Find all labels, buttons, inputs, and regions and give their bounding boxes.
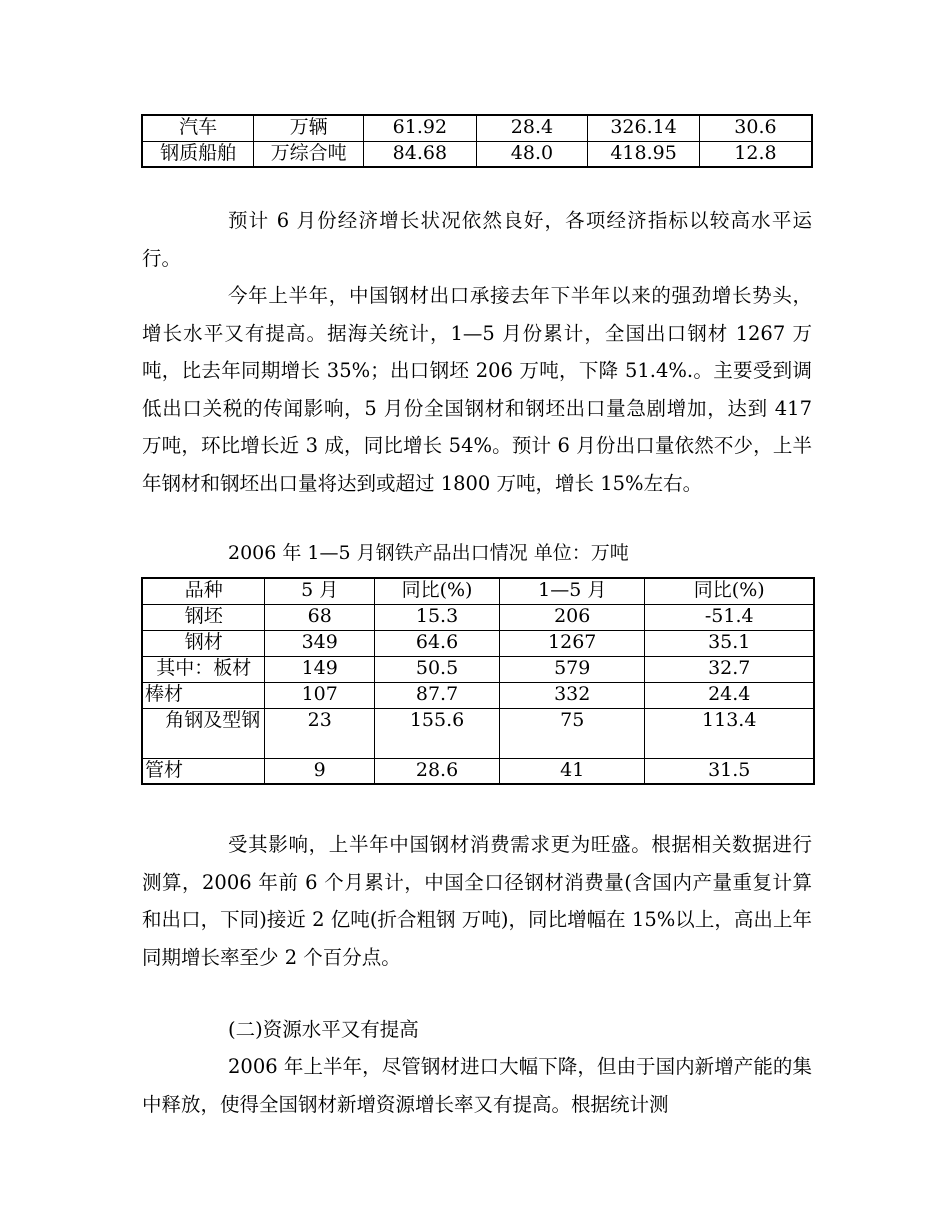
table-cell: 汽车 — [142, 115, 254, 141]
export-table — [141, 577, 815, 785]
table-cell: 155.6 — [375, 708, 500, 758]
table-row — [142, 656, 814, 682]
table-caption: 2006 年 1—5 月钢铁产品出口情况 单位：万吨 — [228, 542, 629, 564]
table-cell: 149 — [265, 656, 375, 682]
table-row — [142, 604, 814, 630]
table-cell: 24.4 — [645, 682, 814, 708]
table-row — [142, 682, 814, 708]
table-cell: 万综合吨 — [254, 141, 364, 167]
table-cell: 332 — [500, 682, 645, 708]
table-cell: 23 — [265, 708, 375, 758]
table-cell: 角钢及型钢 — [142, 708, 265, 758]
table-cell: 64.6 — [375, 630, 500, 656]
table-cell: 113.4 — [645, 708, 814, 758]
table-cell: 钢质船舶 — [142, 141, 254, 167]
table-cell: 32.7 — [645, 656, 814, 682]
table-cell: 31.5 — [645, 758, 814, 784]
table-row — [142, 115, 812, 141]
table-cell: 30.6 — [699, 115, 812, 141]
table-cell: 12.8 — [699, 141, 812, 167]
paragraph-forecast: 预计 6 月份经济增长状况依然良好，各项经济指标以较高水平运行。 — [142, 209, 812, 270]
table-header-row — [142, 578, 814, 604]
table-cell: 15.3 — [375, 604, 500, 630]
table-row — [142, 758, 814, 784]
paragraph-export: 今年上半年，中国钢材出口承接去年下半年以来的强劲增长势头，增长水平又有提高。据海关统计，1—5 月份累计，全国出口钢材 1267 万吨，比去年同期增长 35%；出口钢坯 206 万吨，下降 51.4%.。主要受到调低出口关税的传闻影响，5 月份全国钢材和钢坯出口量急剧增加，达到 417 万吨，环比增长近 3 成，同比增长 54%。预计 6 月份出口量依然不少，上半年钢材和钢坯出口量将达到或超过 1800 万吨，增长 15%左右。 — [142, 284, 812, 495]
table-cell: -51.4 — [645, 604, 814, 630]
table-row — [142, 630, 814, 656]
table-cell: 万辆 — [254, 115, 364, 141]
table-cell: 28.4 — [476, 115, 588, 141]
section-heading: (二)资源水平又有提高 — [228, 1018, 419, 1041]
table-cell: 48.0 — [476, 141, 588, 167]
paragraph-resources: 2006 年上半年，尽管钢材进口大幅下降，但由于国内新增产能的集中释放，使得全国钢材新增资源增长率又有提高。根据统计测 — [142, 1055, 812, 1116]
table-row — [142, 141, 812, 167]
table-cell: 107 — [265, 682, 375, 708]
table-cell: 68 — [265, 604, 375, 630]
table-cell: 1267 — [500, 630, 645, 656]
table-cell: 206 — [500, 604, 645, 630]
table-cell: 349 — [265, 630, 375, 656]
table-cell: 管材 — [142, 758, 265, 784]
column-header: 同比(%) — [375, 578, 500, 604]
column-header: 品种 — [142, 578, 265, 604]
table-cell: 28.6 — [375, 758, 500, 784]
table-cell: 钢材 — [142, 630, 265, 656]
column-header: 同比(%) — [645, 578, 814, 604]
paragraph-demand: 受其影响，上半年中国钢材消费需求更为旺盛。根据相关数据进行测算，2006 年前 6 个月累计，中国全口径钢材消费量(含国内产量重复计算和出口，下同)接近 2 亿吨(折合粗钢 万吨)，同比增幅在 15%以上，高出上年同期增长率至少 2 个百分点。 — [142, 833, 812, 969]
table-cell: 84.68 — [364, 141, 477, 167]
vehicle-ship-table — [141, 114, 813, 168]
table-cell: 87.7 — [375, 682, 500, 708]
table-cell: 41 — [500, 758, 645, 784]
table-cell: 418.95 — [588, 141, 700, 167]
table-cell: 61.92 — [364, 115, 477, 141]
table-cell: 9 — [265, 758, 375, 784]
column-header: 1—5 月 — [500, 578, 645, 604]
table-cell: 钢坯 — [142, 604, 265, 630]
table-cell: 棒材 — [142, 682, 265, 708]
table-cell: 50.5 — [375, 656, 500, 682]
table-cell: 326.14 — [588, 115, 700, 141]
table-row — [142, 708, 814, 758]
column-header: 5 月 — [265, 578, 375, 604]
table-cell: 75 — [500, 708, 645, 758]
table-cell: 579 — [500, 656, 645, 682]
table-cell: 35.1 — [645, 630, 814, 656]
table-cell: 其中：板材 — [142, 656, 265, 682]
